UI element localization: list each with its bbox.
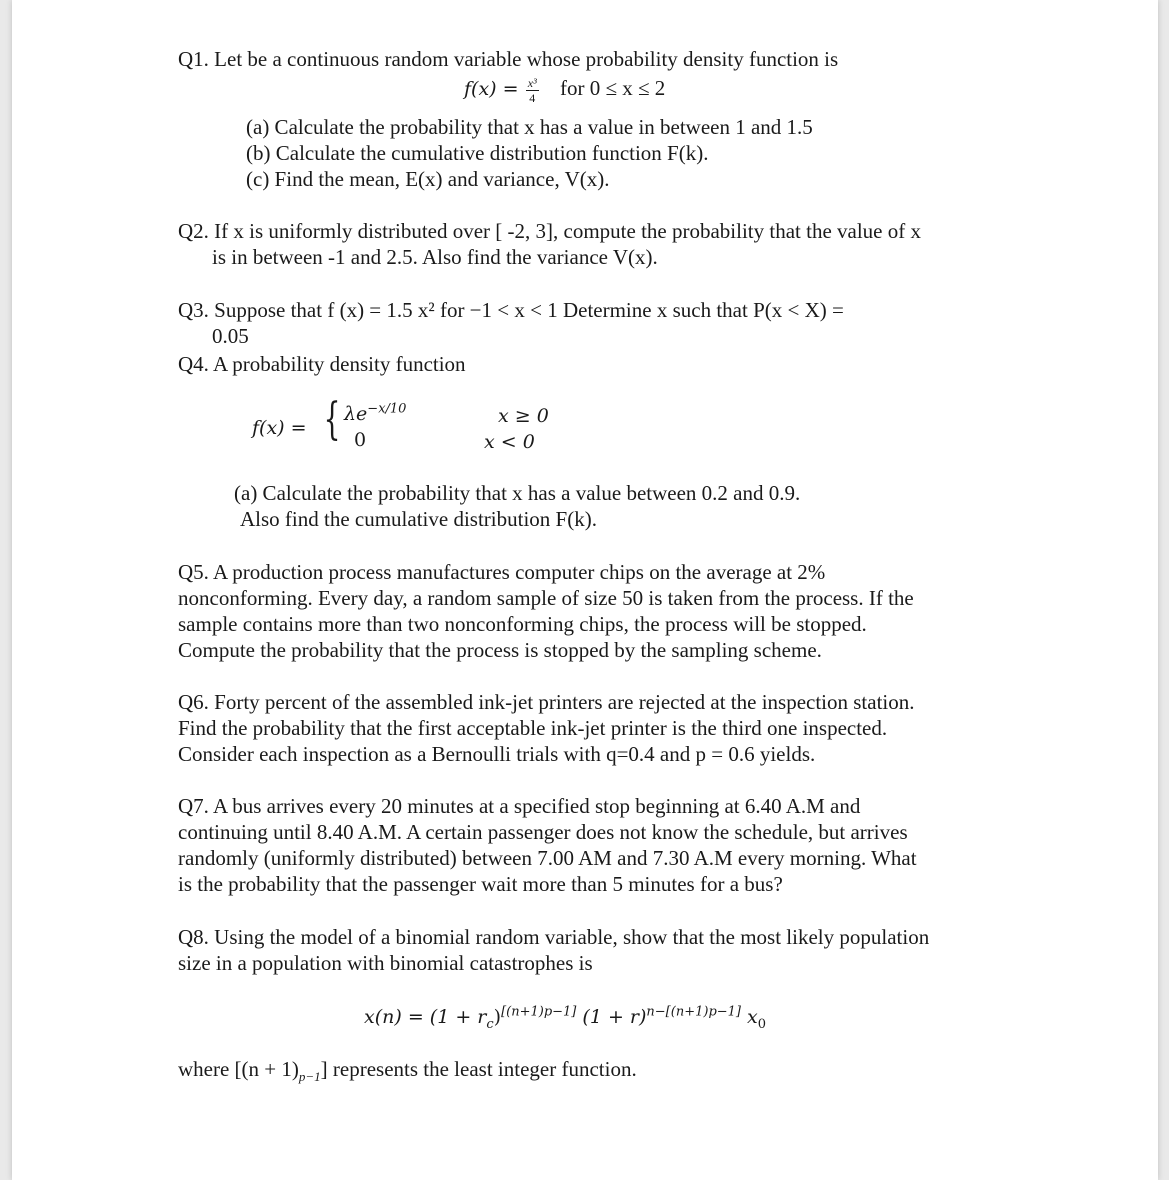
q8-where-prefix: where [(n + 1) xyxy=(178,1057,299,1081)
q1-pdf-formula xyxy=(464,76,665,104)
q4-case2: 0 xyxy=(354,429,367,451)
q8-line: Q8. Using the model of a binomial random variable, show that the most likely population xyxy=(178,925,930,949)
q4-case1-condition: x ≥ 0 xyxy=(498,405,549,427)
q1-intro: Q1. Let be a continuous random variable whose probability density function is xyxy=(178,47,839,71)
q8-formula-part1: x(n) = (1 + r xyxy=(364,1006,487,1028)
q4-case1 xyxy=(344,402,406,426)
q8-where-sub: p−1 xyxy=(298,1069,321,1085)
q4-intro: Q4. A probability density function xyxy=(178,352,466,376)
q8-formula-part2: ) xyxy=(493,1006,502,1028)
q2-line1: Q2. If x is uniformly distributed over [ -2, 3], compute the probability that the value of x xyxy=(178,219,921,243)
q8-formula xyxy=(364,1004,767,1032)
q4-case1-exponent: −x/10 xyxy=(367,401,407,417)
q4-case1-expr: λe xyxy=(344,403,368,425)
q7-line: is the probability that the passenger wait more than 5 minutes for a bus? xyxy=(178,872,783,896)
q4-part-a-line2: Also find the cumulative distribution F(k). xyxy=(240,507,597,531)
q4-part-a-line1: (a) Calculate the probability that x has a value between 0.2 and 0.9. xyxy=(234,481,801,505)
q3-line2: 0.05 xyxy=(212,324,249,348)
q8-where-line xyxy=(178,1057,637,1085)
q5-line: sample contains more than two nonconforming chips, the process will be stopped. xyxy=(178,612,867,636)
q6-line: Find the probability that the first acceptable ink-jet printer is the third one inspected. xyxy=(178,716,888,740)
q8-formula-part4: x xyxy=(741,1006,758,1028)
q6-line: Consider each inspection as a Bernoulli trials with q=0.4 and p = 0.6 yields. xyxy=(178,742,816,766)
q1-pdf-denominator: 4 xyxy=(529,90,536,105)
document-page xyxy=(12,0,1158,1180)
q8-formula-part3: (1 + r) xyxy=(576,1006,647,1028)
q3-line1: Q3. Suppose that f (x) = 1.5 x² for −1 < x < 1 Determine x such that P(x < X) = xyxy=(178,298,844,322)
q8-formula-sub-0: 0 xyxy=(757,1016,767,1032)
q4-lhs: f(x) = xyxy=(252,417,307,439)
q1-pdf-lhs: f(x) = xyxy=(464,78,519,100)
q8-where-suffix: ] represents the least integer function. xyxy=(320,1057,637,1081)
q1-pdf-numerator: x³ xyxy=(527,75,537,90)
q8-formula-exp2: n−[(n+1)p−1] xyxy=(646,1004,741,1020)
q1-pdf-fraction xyxy=(526,77,539,104)
q1-pdf-domain: for 0 ≤ x ≤ 2 xyxy=(559,76,666,100)
q1-part-c: (c) Find the mean, E(x) and variance, V(x). xyxy=(246,167,610,191)
q1-part-b: (b) Calculate the cumulative distribution function F(k). xyxy=(246,141,709,165)
q5-line: Compute the probability that the process is stopped by the sampling scheme. xyxy=(178,638,822,662)
q6-line: Q6. Forty percent of the assembled ink-jet printers are rejected at the inspection station. xyxy=(178,690,915,714)
q4-case2-condition: x < 0 xyxy=(484,431,535,453)
q4-brace: { xyxy=(323,394,341,445)
q1-part-a: (a) Calculate the probability that x has a value in between 1 and 1.5 xyxy=(246,115,813,139)
q8-formula-exp1: [(n+1)p−1] xyxy=(501,1004,577,1020)
q7-line: Q7. A bus arrives every 20 minutes at a specified stop beginning at 6.40 A.M and xyxy=(178,794,861,818)
q7-line: continuing until 8.40 A.M. A certain passenger does not know the schedule, but arrives xyxy=(178,820,908,844)
q5-line: Q5. A production process manufactures computer chips on the average at 2% xyxy=(178,560,826,584)
q8-formula-sub-c: c xyxy=(486,1016,494,1032)
q8-line: size in a population with binomial catastrophes is xyxy=(178,951,593,975)
q7-line: randomly (uniformly distributed) between 7.00 AM and 7.30 A.M every morning. What xyxy=(178,846,917,870)
q5-line: nonconforming. Every day, a random sample of size 50 is taken from the process. If the xyxy=(178,586,914,610)
q2-line2: is in between -1 and 2.5. Also find the variance V(x). xyxy=(212,245,658,269)
